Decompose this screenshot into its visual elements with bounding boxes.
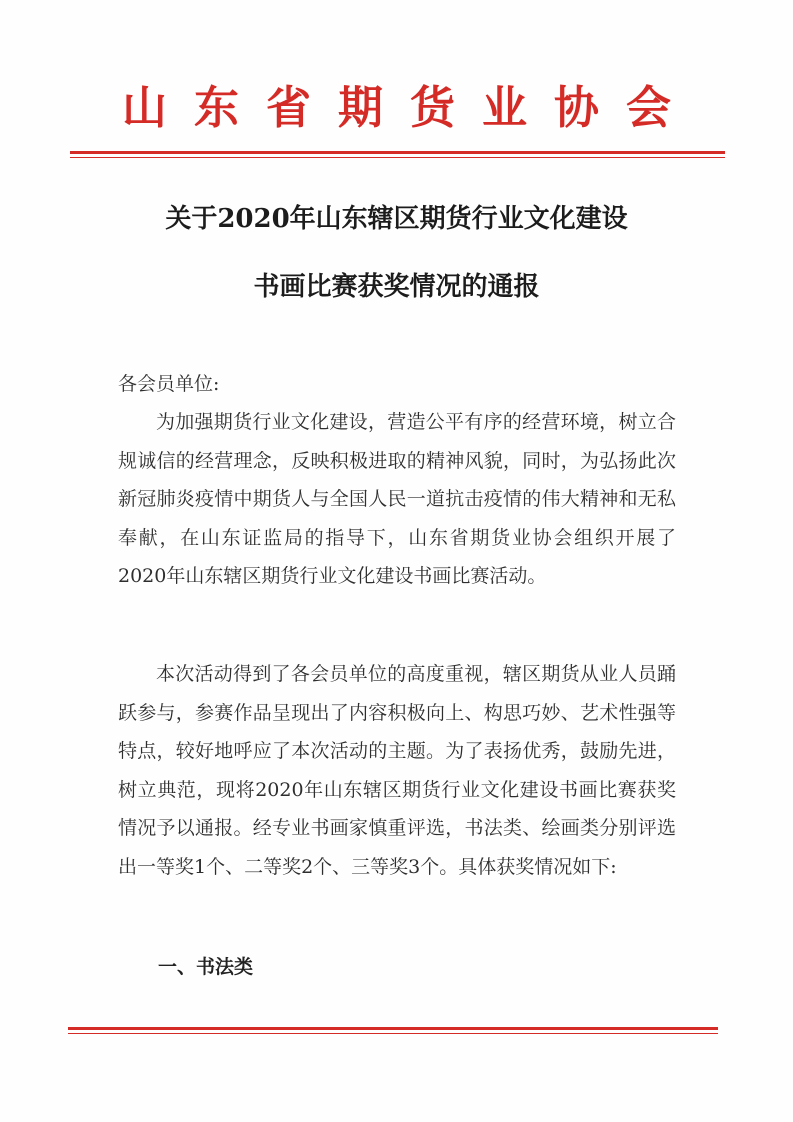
salutation: 各会员单位:	[118, 373, 220, 395]
footer-rule-thin	[68, 1033, 718, 1034]
body-paragraph-2: 本次活动得到了各会员单位的高度重视，辖区期货从业人员踊跃参与，参赛作品呈现出了内容积极向上、构思巧妙、艺术性强等特点，较好地呼应了本次活动的主题。为了表扬优秀，鼓励先进，树立典范，现将2020年山东辖区期货行业文化建设书画比赛获奖情况予以通报。经专业书画家慎重评选，书法类、绘画类分别评选出一等奖1个、二等奖2个、三等奖3个。具体获奖情况如下:	[118, 663, 676, 878]
section-heading-calligraphy: 一、书法类	[158, 956, 254, 978]
body-paragraph-1: 为加强期货行业文化建设，营造公平有序的经营环境，树立合规诚信的经营理念，反映积极进取的精神风貌，同时，为弘扬此次新冠肺炎疫情中期货人与全国人民一道抗击疫情的伟大精神和无私奉献，在山东证监局的指导下，山东省期货业协会组织开展了2020年山东辖区期货行业文化建设书画比赛活动。	[118, 411, 676, 588]
footer-rule	[68, 1027, 718, 1030]
document-title-line-2: 书画比赛获奖情况的通报	[253, 272, 540, 302]
document-title-line-1: 关于2020年山东辖区期货行业文化建设	[165, 204, 628, 234]
letterhead-top-rule	[70, 151, 725, 154]
letterhead-top-rule-thin	[70, 157, 725, 158]
letterhead-org-name: 山东省期货业协会	[121, 81, 698, 134]
